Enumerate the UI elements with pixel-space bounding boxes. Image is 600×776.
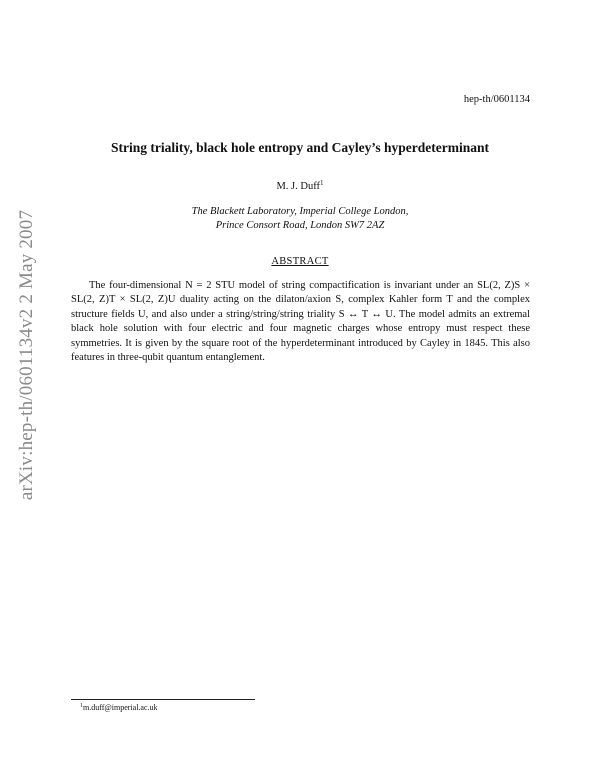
abstract-heading: ABSTRACT [271,256,329,267]
affiliation-line-1: The Blackett Laboratory, Imperial College London, [191,206,409,217]
author-footnote-mark: 1 [320,179,324,187]
abstract-text: The four-dimensional N = 2 STU model of string compactification is invariant under an SL(2, Z)S × SL(2, Z)T × SL(2, Z)U duality acting on the dilaton/axion S, complex Kahler form T and the complex structure fields U, and also under a string/string/string triality S ↔ T ↔ U. The model admits an extremal black hole solution with four electric and four magnetic charges whose entropy must respect these symmetries. It is given by the square root of the hyperdeterminant introduced by Cayley in 1845. This also features in three-qubit quantum entanglement. [71,280,530,364]
arxiv-sidebar-stamp [18,205,36,505]
footnote-rule [71,699,255,700]
author-name: M. J. Duff [276,181,321,192]
affiliation-line-2: Prince Consort Road, London SW7 2AZ [215,220,385,231]
arxiv-stamp-text: arXiv:hep-th/0601134v2 2 May 2007 [16,209,37,501]
author-line [0,181,600,192]
footnote [80,703,158,712]
paper-title: String triality, black hole entropy and Cayley’s hyperdeterminant [111,140,489,155]
footnote-email: m.duff@imperial.ac.uk [83,703,158,712]
footnote-mark: 1 [80,703,83,709]
report-number: hep-th/0601134 [463,94,530,105]
affiliation [0,205,600,233]
